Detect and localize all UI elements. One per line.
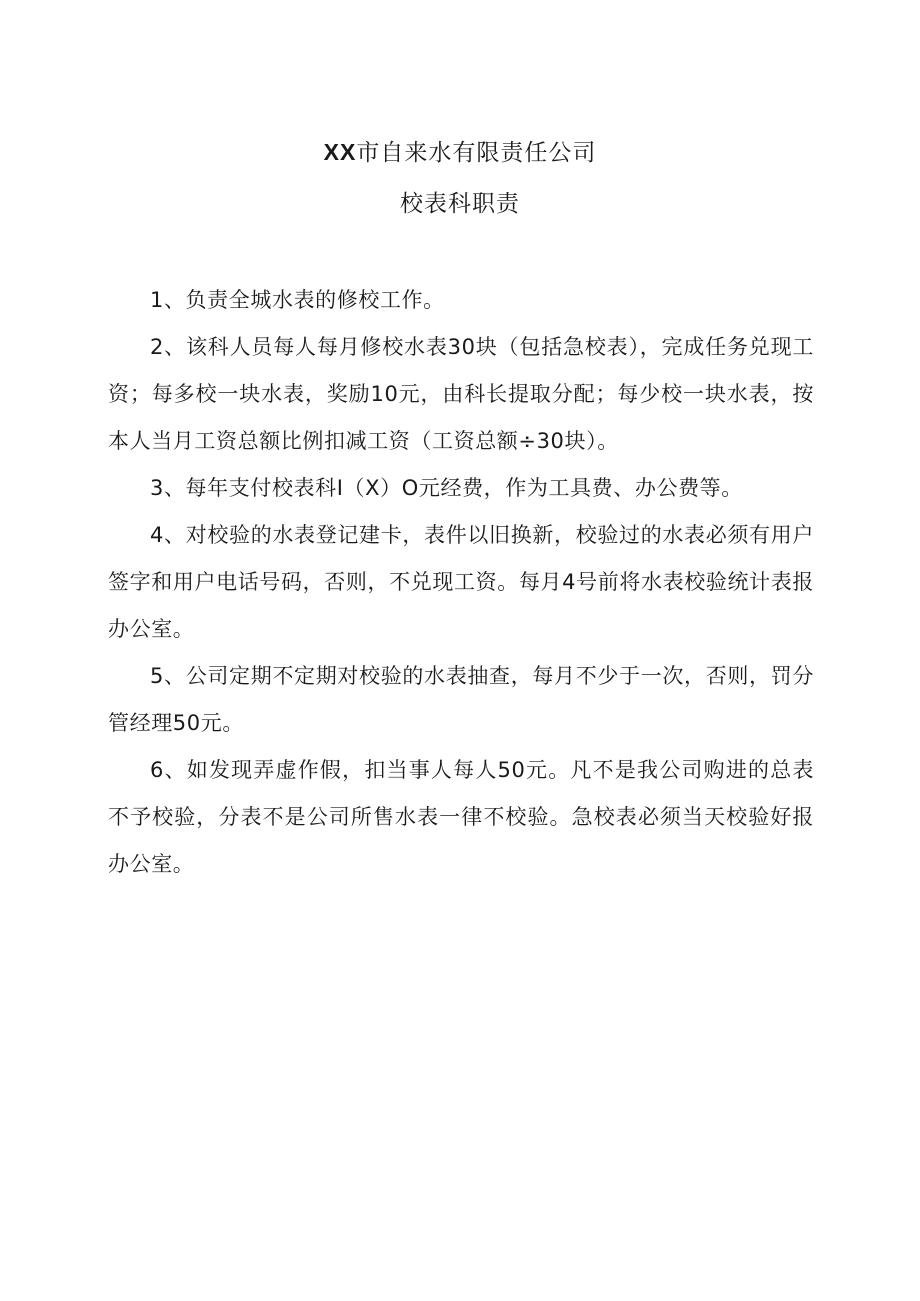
- company-title: [0, 134, 920, 167]
- duty-paragraph-1: 1、负责全城水表的修校工作。: [150, 288, 445, 312]
- duty-paragraph-5: 5、公司定期不定期对校验的水表抽查，每月不少于一次，否则，罚分管经理50元。: [108, 664, 814, 735]
- company-title-prefix: XX: [323, 139, 357, 165]
- duty-paragraph-2: 2、该科人员每人每月修校水表30块（包括急校表），完成任务兑现工资；每多校一块水表，奖励10元，由科长提取分配；每少校一块水表，按本人当月工资总额比例扣减工资（工资总额÷30块）。: [108, 335, 814, 453]
- duty-paragraph-3: 3、每年支付校表科I（X）O元经费，作为工具费、办公费等。: [150, 476, 743, 500]
- duty-paragraph-6: 6、如发现弄虚作假，扣当事人每人50元。凡不是我公司购进的总表不予校验，分表不是公司所售水表一律不校验。急校表必须当天校验好报办公室。: [108, 758, 814, 876]
- company-title-rest: 市自来水有限责任公司: [356, 140, 597, 166]
- department-title: 校表科职责: [400, 191, 520, 217]
- duty-paragraph-4: 4、对校验的水表登记建卡，表件以旧换新，校验过的水表必须有用户签字和用户电话号码，否则，不兑现工资。每月4号前将水表校验统计表报办公室。: [108, 523, 814, 641]
- duties-list: [108, 277, 814, 888]
